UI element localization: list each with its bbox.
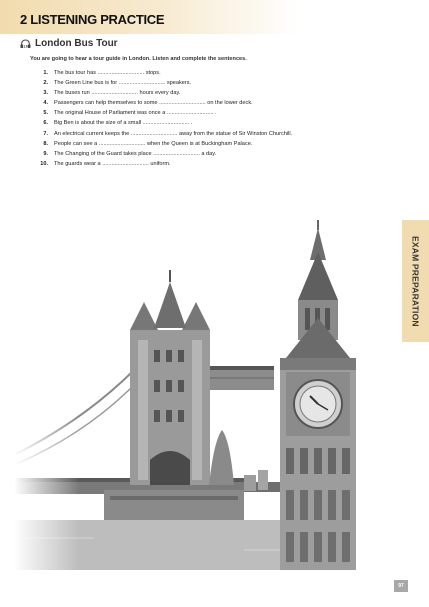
item-text: The guards wear a .............................. uniform.	[54, 160, 171, 167]
side-tab	[402, 220, 429, 342]
side-tab-label: EXAM PREPARATION	[410, 235, 421, 327]
big-ben	[280, 220, 356, 570]
item-text: People can see a .............................. when the Queen is at Buckingham Palace.	[54, 140, 253, 147]
item-text: Big Ben is about the size of a small .............................. .	[54, 120, 193, 127]
list-item	[34, 88, 292, 98]
section-title: London Bus Tour	[35, 38, 118, 49]
item-number: 3.	[43, 90, 48, 97]
item-text: An electrical current keeps the .............................. away from the statue of Sir Winston Churchill.	[54, 130, 293, 137]
item-text: The Changing of the Guard takes place .............................. a day.	[54, 150, 217, 157]
list-item	[34, 98, 292, 108]
item-number: 2.	[43, 80, 48, 87]
list-item	[34, 149, 292, 159]
list-item	[34, 68, 292, 78]
item-text: The buses run .............................. hours every day.	[54, 90, 181, 97]
list-item	[34, 118, 292, 128]
page-number: 97	[398, 583, 404, 589]
item-number: 1.	[43, 70, 48, 76]
list-item	[34, 129, 292, 139]
section-heading	[20, 38, 118, 49]
item-number: 7.	[43, 130, 48, 137]
item-number: 10.	[40, 160, 48, 167]
item-number: 5.	[43, 110, 48, 117]
instructions: You are going to hear a tour guide in London. Listen and complete the sentences.	[30, 56, 247, 62]
list-item	[34, 139, 292, 149]
audio-track-number: 1.6	[23, 44, 28, 48]
list-item	[34, 78, 292, 88]
item-text: The original House of Parliament was once a .............................. .	[54, 110, 217, 117]
item-number: 9.	[43, 150, 48, 157]
item-text: The bus tour has .............................. stops.	[54, 70, 161, 76]
item-number: 4.	[43, 100, 48, 107]
list-item	[34, 108, 292, 118]
item-text: Passengers can help themselves to some .............................. on the lower deck.	[54, 100, 253, 107]
sentence-list	[34, 68, 292, 169]
item-number: 6.	[43, 120, 48, 127]
page-title: 2 LISTENING PRACTICE	[20, 12, 165, 27]
headphones-icon	[20, 39, 31, 49]
page-number-box	[394, 580, 408, 592]
london-landmarks-illustration	[14, 220, 400, 570]
item-text: The Green Line bus is for .............................. speakers.	[54, 80, 192, 87]
list-item	[34, 159, 292, 169]
item-number: 8.	[43, 140, 48, 147]
